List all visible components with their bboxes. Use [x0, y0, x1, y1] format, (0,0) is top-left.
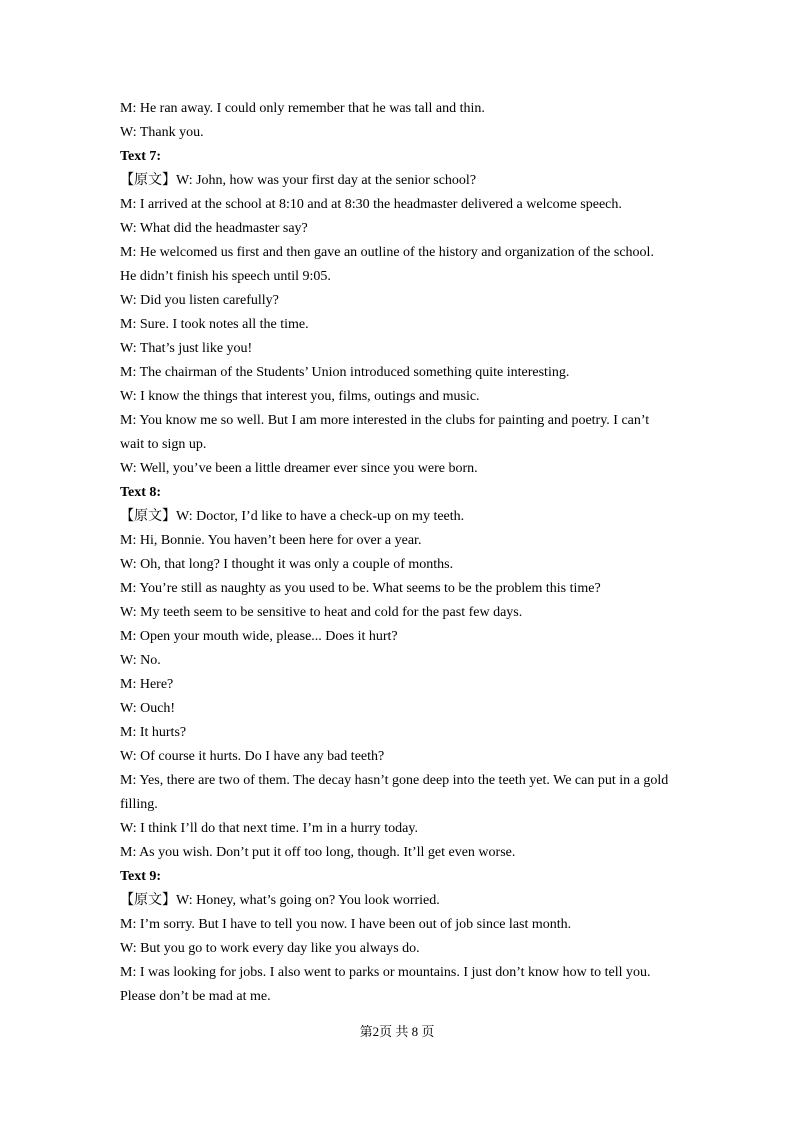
- section-heading-text9: Text 9:: [120, 869, 162, 884]
- transcript-line: W: Of course it hurts. Do I have any bad teeth?: [120, 749, 385, 764]
- transcript-line: filling.: [120, 797, 158, 812]
- transcript-line: M: The chairman of the Students’ Union introduced something quite interesting.: [120, 365, 570, 380]
- transcript-line: W: What did the headmaster say?: [120, 221, 308, 236]
- transcript-line: W: Did you listen carefully?: [120, 293, 279, 308]
- section-heading-text8: Text 8:: [120, 485, 162, 500]
- page-number-footer: 第2页 共 8 页: [359, 1024, 435, 1039]
- transcript-line: W: No.: [120, 653, 161, 668]
- transcript-line: W: Well, you’ve been a little dreamer ever since you were born.: [120, 461, 478, 476]
- transcript-line: M: Sure. I took notes all the time.: [120, 317, 309, 332]
- transcript-line: W: Ouch!: [120, 701, 176, 716]
- section-heading-text7: Text 7:: [120, 149, 162, 164]
- transcript-line: M: You’re still as naughty as you used to be. What seems to be the problem this time?: [120, 581, 601, 596]
- transcript-line: 【原文】W: John, how was your first day at the senior school?: [120, 173, 477, 188]
- transcript-line: M: You know me so well. But I am more interested in the clubs for painting and poetry. I can’t: [120, 413, 650, 428]
- transcript-line: M: He welcomed us first and then gave an outline of the history and organization of the school.: [120, 245, 654, 260]
- transcript-line: W: Oh, that long? I thought it was only a couple of months.: [120, 557, 454, 572]
- transcript-line: M: Here?: [120, 677, 174, 692]
- transcript-line: 【原文】W: Honey, what’s going on? You look worried.: [120, 893, 440, 908]
- transcript-line: W: I think I’ll do that next time. I’m in a hurry today.: [120, 821, 418, 836]
- transcript-line: M: Open your mouth wide, please... Does it hurt?: [120, 629, 398, 644]
- transcript-line: W: Thank you.: [120, 125, 204, 140]
- transcript-line: W: I know the things that interest you, films, outings and music.: [120, 389, 480, 404]
- transcript-line: 【原文】W: Doctor, I’d like to have a check-up on my teeth.: [120, 509, 465, 524]
- transcript-line: W: That’s just like you!: [120, 341, 253, 356]
- transcript-line: Please don’t be mad at me.: [120, 989, 271, 1004]
- transcript-line: W: But you go to work every day like you always do.: [120, 941, 420, 956]
- transcript-line: M: He ran away. I could only remember that he was tall and thin.: [120, 101, 485, 116]
- transcript-line: He didn’t finish his speech until 9:05.: [120, 269, 331, 284]
- transcript-line: M: As you wish. Don’t put it off too long, though. It’ll get even worse.: [120, 845, 516, 860]
- transcript-line: wait to sign up.: [120, 437, 207, 452]
- transcript-line: M: It hurts?: [120, 725, 187, 740]
- transcript-line: M: I’m sorry. But I have to tell you now. I have been out of job since last month.: [120, 917, 572, 932]
- transcript-line: W: My teeth seem to be sensitive to heat and cold for the past few days.: [120, 605, 523, 620]
- transcript-body: [120, 97, 680, 1009]
- transcript-line: M: I was looking for jobs. I also went to parks or mountains. I just don’t know how to tell you.: [120, 965, 651, 980]
- transcript-line: M: Hi, Bonnie. You haven’t been here for over a year.: [120, 533, 422, 548]
- transcript-line: M: Yes, there are two of them. The decay hasn’t gone deep into the teeth yet. We can put in a gold: [120, 773, 669, 788]
- transcript-line: M: I arrived at the school at 8:10 and at 8:30 the headmaster delivered a welcome speech.: [120, 197, 622, 212]
